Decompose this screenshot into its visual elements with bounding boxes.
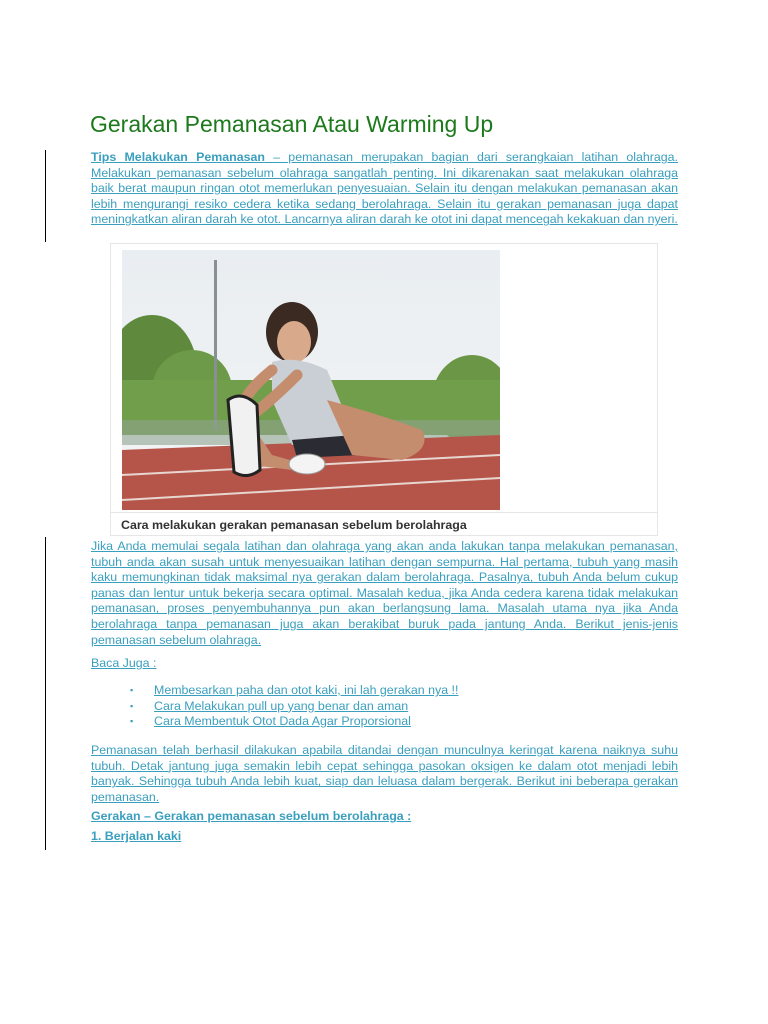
intro-text[interactable]: – pemanasan merupakan bagian dari serangkaian latihan olahraga. Melakukan pemanasan sebelum olahraga sangatlah penting. Ini dikarenakan saat melakukan olahraga baik berat maupun ringan otot memerlukan penyesuaian. Selain itu dengan melakukan pemanasan akan lebih mengurangi resiko cedera ketika sedang berolahraga. Selain itu gerakan pemanasan juga dapat meningkatkan aliran darah ke otot. Lancarnya aliran darah ke otot ini dapat mencegah kekakuan dan nyeri. [91, 150, 678, 227]
list-item[interactable] [130, 699, 458, 715]
bullet-icon: ▪ [130, 685, 134, 695]
bullet-icon: ▪ [130, 716, 134, 727]
caption-divider [111, 512, 657, 513]
figure [110, 243, 658, 536]
paragraph-3[interactable]: Pemanasan telah berhasil dilakukan apabila ditandai dengan munculnya keringat karena naiknya suhu tubuh. Detak jantung juga semakin lebih cepat sehingga pasokan oksigen ke dalam otot menjadi lebih banyak. Sehingga tubuh Anda lebih kuat, siap dan leluasa dalam bergerak. Berikut ini beberapa gerakan pemanasan. [91, 743, 678, 804]
intro-paragraph[interactable] [91, 150, 678, 228]
step-1-heading[interactable]: 1. Berjalan kaki [91, 829, 182, 843]
paragraph-2[interactable]: Jika Anda memulai segala latihan dan olahraga yang akan anda lakukan tanpa melakukan pemanasan, tubuh anda akan susah untuk menyesuaikan latihan dengan sempurna. Hal pertama, tubuh yang masih kaku memungkinan tidak maksimal nya gerakan dalam berolahraga. Pasalnya, tubuh Anda belum cukup panas dan lentur untuk bekerja secara optimal. Masalah kedua, jika Anda cedera karena tidak melakukan pemanasan, proses penyembuhannya pun akan berlangsung lama. Masalah utama nya jika Anda berolahraga tanpa pemanasan juga akan berakibat buruk pada jantung Anda. Berikut jenis-jenis pemanasan sebelum olahraga. [91, 539, 678, 647]
section-subheading[interactable]: Gerakan – Gerakan pemanasan sebelum berolahraga : [91, 809, 412, 823]
related-link[interactable]: Membesarkan paha dan otot kaki, ini lah gerakan nya !! [154, 683, 459, 697]
figure-caption: Cara melakukan gerakan pemanasan sebelum berolahraga [121, 518, 467, 532]
margin-bar-top [45, 150, 46, 242]
list-item[interactable] [130, 683, 458, 699]
related-links-list [130, 683, 458, 730]
stretching-photo [122, 250, 500, 510]
baca-juga-label: Baca Juga : [91, 656, 157, 670]
intro-bold-lead[interactable]: Tips Melakukan Pemanasan [91, 150, 265, 164]
related-link[interactable]: Cara Membentuk Otot Dada Agar Proporsional [154, 714, 411, 729]
margin-bar-bottom [45, 537, 46, 850]
page-title: Gerakan Pemanasan Atau Warming Up [90, 111, 494, 137]
list-item[interactable] [130, 714, 458, 730]
related-link[interactable]: Cara Melakukan pull up yang benar dan aman [154, 698, 409, 713]
bullet-icon: ▪ [130, 700, 134, 711]
